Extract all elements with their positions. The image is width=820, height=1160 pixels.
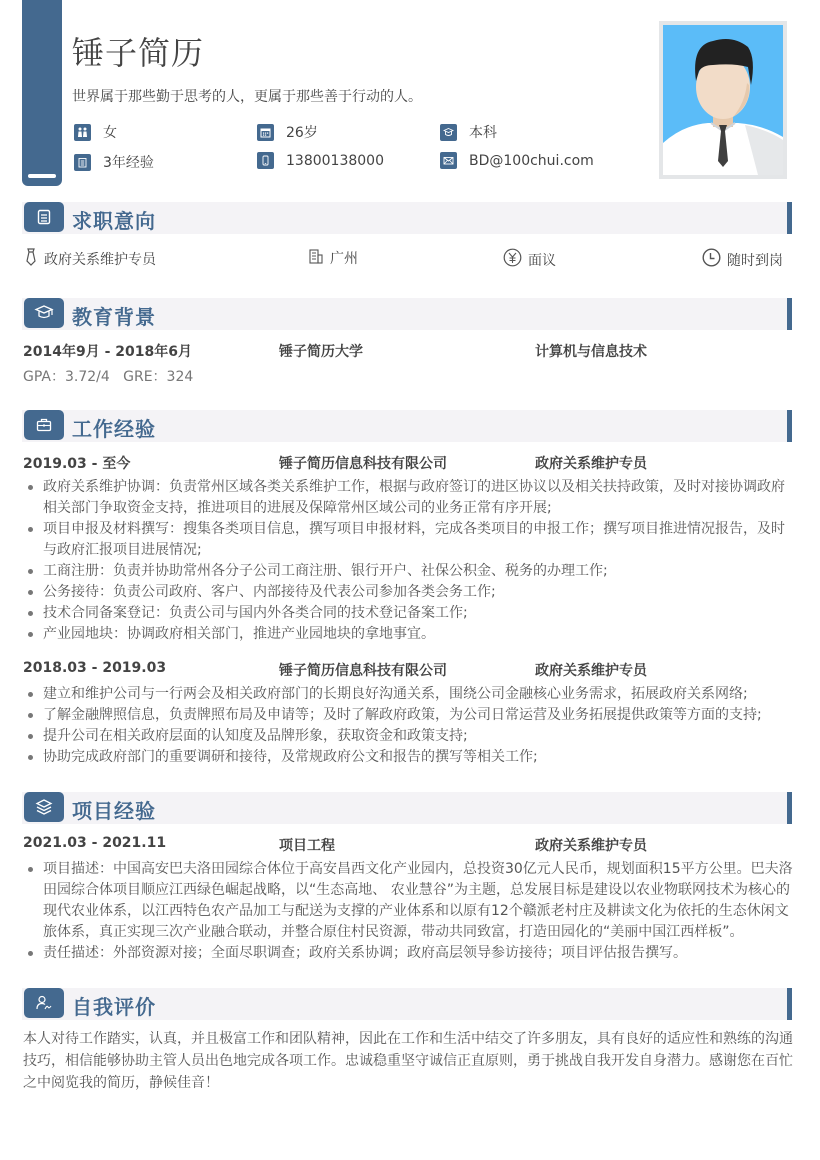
- education-period: 2014年9月 - 2018年6月: [23, 344, 192, 360]
- intent-availability-value: 随时到岗: [727, 252, 783, 269]
- project-bullets: [23, 859, 793, 964]
- section-title: 自我评价: [72, 995, 156, 1019]
- intent-salary: [503, 248, 556, 271]
- info-email: [440, 152, 594, 169]
- job-1-bullets: [23, 477, 793, 645]
- intent-city-value: 广州: [330, 251, 358, 267]
- section-title: 求职意向: [72, 209, 156, 233]
- section-end-bar: [787, 410, 792, 442]
- info-gender: [74, 122, 117, 142]
- education-scores: GPA：3.72/4 GRE：324: [23, 369, 194, 385]
- education-major: 计算机与信息技术: [535, 344, 647, 360]
- calendar-icon: [257, 124, 274, 141]
- clipboard-icon: [24, 202, 64, 232]
- list-item: 政府关系维护协调：负责常州区域各类关系维护工作，根据与政府签订的进区协议以及相关扶持政策，及时对接协调政府相关部门争取资金支持，推进项目的进展及保障常州区域公司的业务正常有序开展;: [23, 477, 793, 519]
- info-education: [440, 122, 497, 142]
- section-title: 项目经验: [72, 799, 156, 823]
- resume-name: 锤子简历: [72, 34, 205, 72]
- intent-city: [308, 248, 358, 268]
- self-eval-text: 本人对待工作踏实，认真，并且极富工作和团队精神，因此在工作和生活中结交了许多朋友，具有良好的适应性和熟练的沟通技巧，相信能够协助主管人员出色地完成各项工作。忠诚稳重坚守诚信正直原则，勇于挑战自我开发自身潜力。感谢您在百忙之中阅览我的简历，静候佳音！: [23, 1031, 793, 1091]
- people-icon: [74, 124, 91, 141]
- list-item: 工商注册：负责并协助常州各分子公司工商注册、银行开户、社保公积金、税务的办理工作;: [23, 561, 793, 582]
- intent-position-value: 政府关系维护专员: [44, 252, 156, 268]
- list-item: 提升公司在相关政府层面的认知度及品牌形象，获取资金和政策支持;: [23, 726, 793, 747]
- section-header-intent: [22, 202, 792, 234]
- section-end-bar: [787, 792, 792, 824]
- graduation-cap-icon: [24, 298, 64, 328]
- education-value: 本科: [469, 125, 497, 141]
- email-value: BD@100chui.com: [469, 152, 594, 169]
- job-role: 政府关系维护专员: [535, 663, 647, 679]
- list-item: 项目描述：中国高安巴夫洛田园综合体位于高安昌西文化产业园内，总投资30亿元人民币，规划面积15平方公里。巴夫洛田园综合体项目顺应江西绿色崛起战略，以“生态高地、 农业慧谷”为主题，总发展目标是建设以农业物联网技术为核心的现代农业体系，以江西特色农产品加工与配送为支撑的产业体系和以原有12个赣派老村庄及耕读文化为依托的生态休闲文旅体系，真正实现三次产业融合联动，并整合原住村民资源，带动共同致富，打造田园化的“美丽中国江西样板”。: [23, 859, 793, 943]
- list-item: 责任描述：外部资源对接；全面尽职调查；政府关系协调；政府高层领导参访接待；项目评估报告撰写。: [23, 943, 793, 964]
- accent-dash: [28, 174, 56, 178]
- info-phone: [257, 152, 384, 169]
- info-experience: [74, 152, 154, 172]
- yen-icon: [503, 248, 522, 271]
- layers-icon: [24, 792, 64, 822]
- clock-icon: [702, 248, 721, 271]
- project-role: 政府关系维护专员: [535, 838, 647, 854]
- intent-salary-value: 面议: [528, 252, 556, 269]
- list-item: 产业园地块：协调政府相关部门，推进产业园地块的拿地事宜。: [23, 624, 793, 645]
- avatar-illustration: [663, 25, 783, 175]
- gender-value: 女: [103, 125, 117, 141]
- graduation-cap-icon: [440, 124, 457, 141]
- education-school: 锤子简历大学: [279, 344, 363, 360]
- section-title: 工作经验: [72, 417, 156, 441]
- section-end-bar: [787, 988, 792, 1020]
- job-period: 2018.03 - 2019.03: [23, 660, 167, 676]
- list-item: 技术合同备案登记：负责公司与国内外各类合同的技术登记备案工作;: [23, 603, 793, 624]
- section-end-bar: [787, 298, 792, 330]
- list-item: 项目申报及材料撰写：搜集各类项目信息，撰写项目申报材料，完成各类项目的申报工作；撰写项目推进情况报告，及时与政府汇报项目进展情况;: [23, 519, 793, 561]
- user-signature-icon: [24, 988, 64, 1018]
- job-role: 政府关系维护专员: [535, 456, 647, 472]
- section-header-education: [22, 298, 792, 330]
- list-item: 了解金融牌照信息，负责牌照布局及申请等；及时了解政府政策，为公司日常运营及业务拓展提供政策等方面的支持;: [23, 705, 793, 726]
- envelope-icon: [440, 152, 457, 169]
- info-age: [257, 122, 318, 142]
- job-company: 锤子简历信息科技有限公司: [279, 456, 447, 472]
- section-header-project: [22, 792, 792, 824]
- intent-position: [24, 248, 156, 270]
- header-accent-bar: [22, 0, 62, 186]
- building-icon: [308, 248, 324, 268]
- mobile-phone-icon: [257, 152, 274, 169]
- list-item: 协助完成政府部门的重要调研和接待，及常规政府公文和报告的撰写等相关工作;: [23, 747, 793, 768]
- section-end-bar: [787, 202, 792, 234]
- project-name: 项目工程: [279, 838, 335, 854]
- job-company: 锤子简历信息科技有限公司: [279, 663, 447, 679]
- project-period: 2021.03 - 2021.11: [23, 835, 167, 851]
- list-item: 建立和维护公司与一行两会及相关政府部门的长期良好沟通关系，围绕公司金融核心业务需求，拓展政府关系网络;: [23, 684, 793, 705]
- experience-value: 3年经验: [103, 155, 154, 171]
- job-period: 2019.03 - 至今: [23, 456, 131, 472]
- age-value: 26岁: [286, 125, 318, 141]
- clipboard-icon: [74, 154, 91, 171]
- section-title: 教育背景: [72, 305, 156, 329]
- list-item: 公务接待：负责公司政府、客户、内部接待及代表公司参加各类会务工作;: [23, 582, 793, 603]
- briefcase-icon: [24, 410, 64, 440]
- phone-value: 13800138000: [286, 152, 384, 169]
- motto: 世界属于那些勤于思考的人，更属于那些善于行动的人。: [72, 89, 422, 105]
- section-header-self-eval: [22, 988, 792, 1020]
- job-2-bullets: [23, 684, 793, 768]
- section-header-work: [22, 410, 792, 442]
- intent-availability: [702, 248, 783, 271]
- avatar-photo: [659, 21, 787, 179]
- tie-icon: [24, 248, 38, 270]
